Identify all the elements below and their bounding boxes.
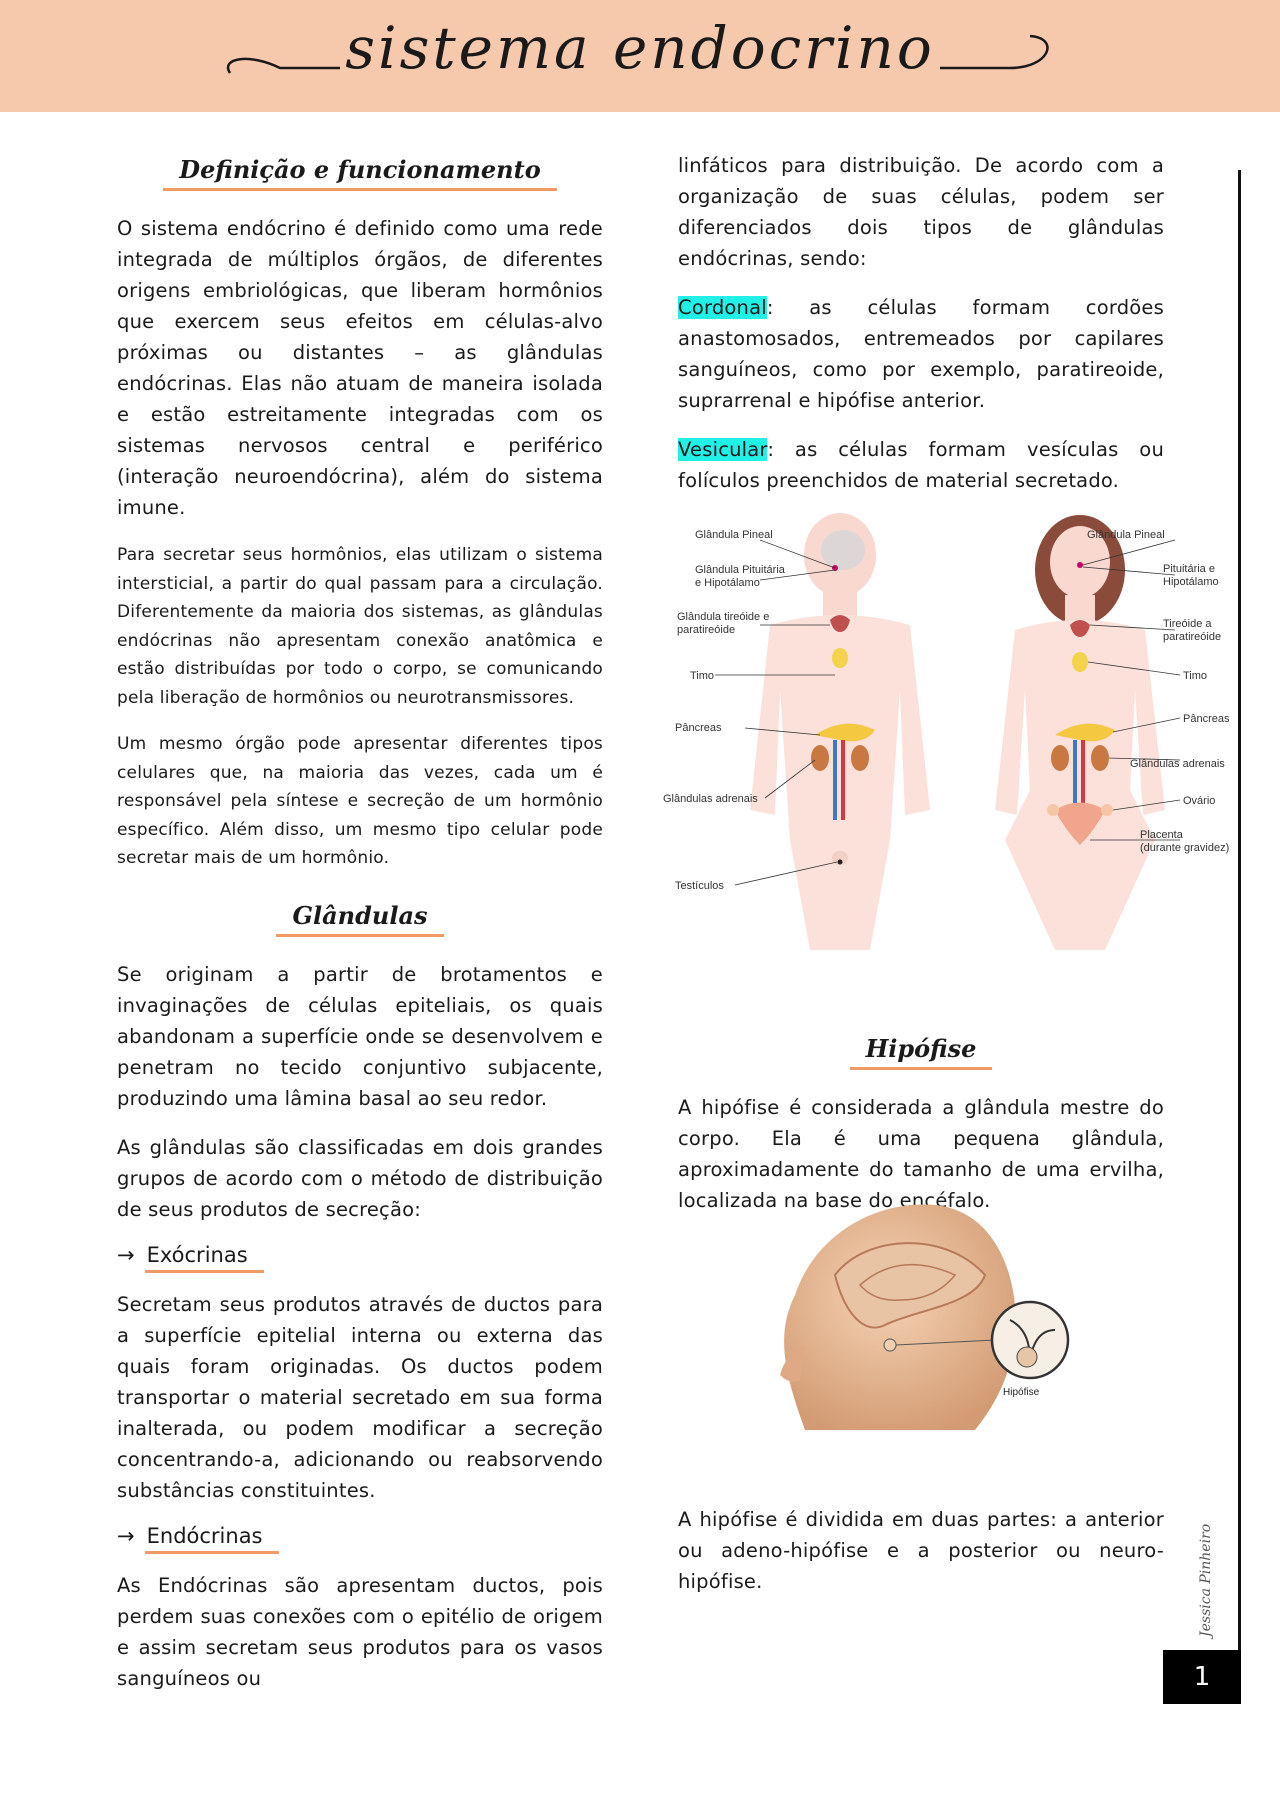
section-heading-hipofise: Hipófise (678, 1034, 1164, 1070)
label-male-pituitaria: Glândula Pituitária (695, 564, 785, 576)
label-hipofise: Hipófise (1003, 1387, 1040, 1398)
author-signature: Jessica Pinheiro (1198, 1523, 1214, 1637)
header-banner (0, 0, 1280, 112)
label-female-ovario: Ovário (1183, 795, 1216, 807)
paragraph: As Endócrinas são apresentam ductos, pois perdem suas conexões com o epitélio de origem e assim secretam seus produtos para os vasos sanguíneos ou (117, 1573, 603, 1690)
label-female-adrenais: Glândulas adrenais (1130, 758, 1225, 770)
paragraph-cordonal: Cordonal: as células formam cordões anastomosados, entremeados por capilares sanguíneos, como por exemplo, paratireoide, suprarrenal e hipófise anterior. (678, 296, 1164, 412)
label-female-pancreas: Pâncreas (1183, 713, 1230, 725)
pituitary-head-figure (765, 1195, 1085, 1430)
label-female-pineal: Glândula Pineal (1087, 529, 1165, 541)
paragraph: Secretam seus produtos através de ductos para a superfície epitelial interna ou externa das quais foram originadas. Os ductos podem transportar o material secretado em sua forma inalterada, ou podem modificar a secreção concentrando-a, adicionando ou reabsorvendo substâncias constituintes. (117, 1292, 603, 1502)
label-female-pituitaria: Pituitária e (1163, 563, 1215, 575)
label-male-pineal: Glândula Pineal (695, 529, 773, 541)
paragraph: Se originam a partir de brotamentos e invaginações de células epiteliais, os quais abandonam a superfície onde se desenvolvem e penetram no tecido conjuntivo subjacente, produzindo uma lâmina basal ao seu redor. (117, 962, 603, 1110)
page-number: 1 (1163, 1650, 1241, 1704)
label-male-adrenais: Glândulas adrenais (663, 793, 758, 805)
label-male-tireoide: Glândula tireóide e (677, 611, 770, 623)
label-female-placenta: Placenta (1140, 829, 1183, 841)
column-divider-rule (1238, 170, 1241, 1702)
label-female-tireoide-2: paratireóide (1163, 631, 1222, 643)
paragraph: linfáticos para distribuição. De acordo com a organização de suas células, podem ser diferenciados dois tipos de glândulas endócrinas, sendo: (678, 154, 1164, 270)
paragraph: Um mesmo órgão pode apresentar diferentes tipos celulares que, na maioria das vezes, cada um é responsável pela síntese e secreção de um hormônio específico. Além disso, um mesmo tipo celular pode secretar mais de um hormônio. (117, 734, 603, 868)
paragraph: A hipófise é dividida em duas partes: a anterior ou adeno-hipófise e a posterior ou neuro-hipófise. (678, 1508, 1164, 1593)
label-female-tireoide: Tireóide a (1163, 618, 1212, 630)
arrow-icon: → (117, 1523, 135, 1548)
paragraph: A hipófise é considerada a glândula mestre do corpo. Ela é uma pequena glândula, aproximadamente do tamanho de uma ervilha, localizada na base do encéfalo. (678, 1096, 1164, 1212)
section-heading-glandulas: Glândulas (117, 901, 603, 937)
arrow-icon: → (117, 1242, 135, 1267)
label-male-pancreas: Pâncreas (675, 722, 722, 734)
paragraph: O sistema endócrino é definido como uma rede integrada de múltiplos órgãos, de diferentes origens embriológicas, que liberam hormônios que exercem seus efeitos em células-alvo próximas ou distantes – as glândulas endócrinas. Elas não atuam de maneira isolada e estão estreitamente integradas com os sistemas nervosos central e periférico (interação neuroendócrina), além do sistema imune. (117, 217, 603, 519)
label-male-tireoide-2: paratireóide (677, 624, 736, 636)
subheading-endocrinas: → Endócrinas (117, 1524, 603, 1554)
subheading-exocrinas: → Exócrinas (117, 1243, 603, 1273)
highlight-term: Cordonal (678, 296, 767, 319)
label-male-timo: Timo (690, 670, 715, 682)
male-silhouette (750, 513, 930, 950)
endocrine-glands-figure (663, 510, 1235, 950)
page-title: sistema endocrino (345, 14, 935, 82)
left-column (117, 155, 603, 1712)
label-female-pituitaria-2: Hipotálamo (1163, 576, 1219, 588)
paragraph-vesicular: Vesicular: as células formam vesículas ou folículos preenchidos de material secretado. (678, 438, 1164, 492)
label-male-testiculos: Testículos (675, 880, 724, 892)
paragraph: As glândulas são classificadas em dois grandes grupos de acordo com o método de distribuição de seus produtos de secreção: (117, 1135, 603, 1221)
paragraph: Para secretar seus hormônios, elas utilizam o sistema intersticial, a partir do qual passam para a circulação. Diferentemente da maioria dos sistemas, as glândulas endócrinas não apresentam conexão anatômica e estão distribuídas por todo o corpo, se comunicando pela liberação de hormônios ou neurotransmissores. (117, 545, 603, 708)
label-female-timo: Timo (1183, 670, 1208, 682)
section-heading-definicao: Definição e funcionamento (117, 155, 603, 191)
label-male-pituitaria-2: e Hipotálamo (695, 577, 760, 589)
label-female-placenta-2: (durante gravidez) (1140, 842, 1230, 854)
female-silhouette (995, 515, 1165, 950)
highlight-term: Vesicular (678, 438, 768, 461)
